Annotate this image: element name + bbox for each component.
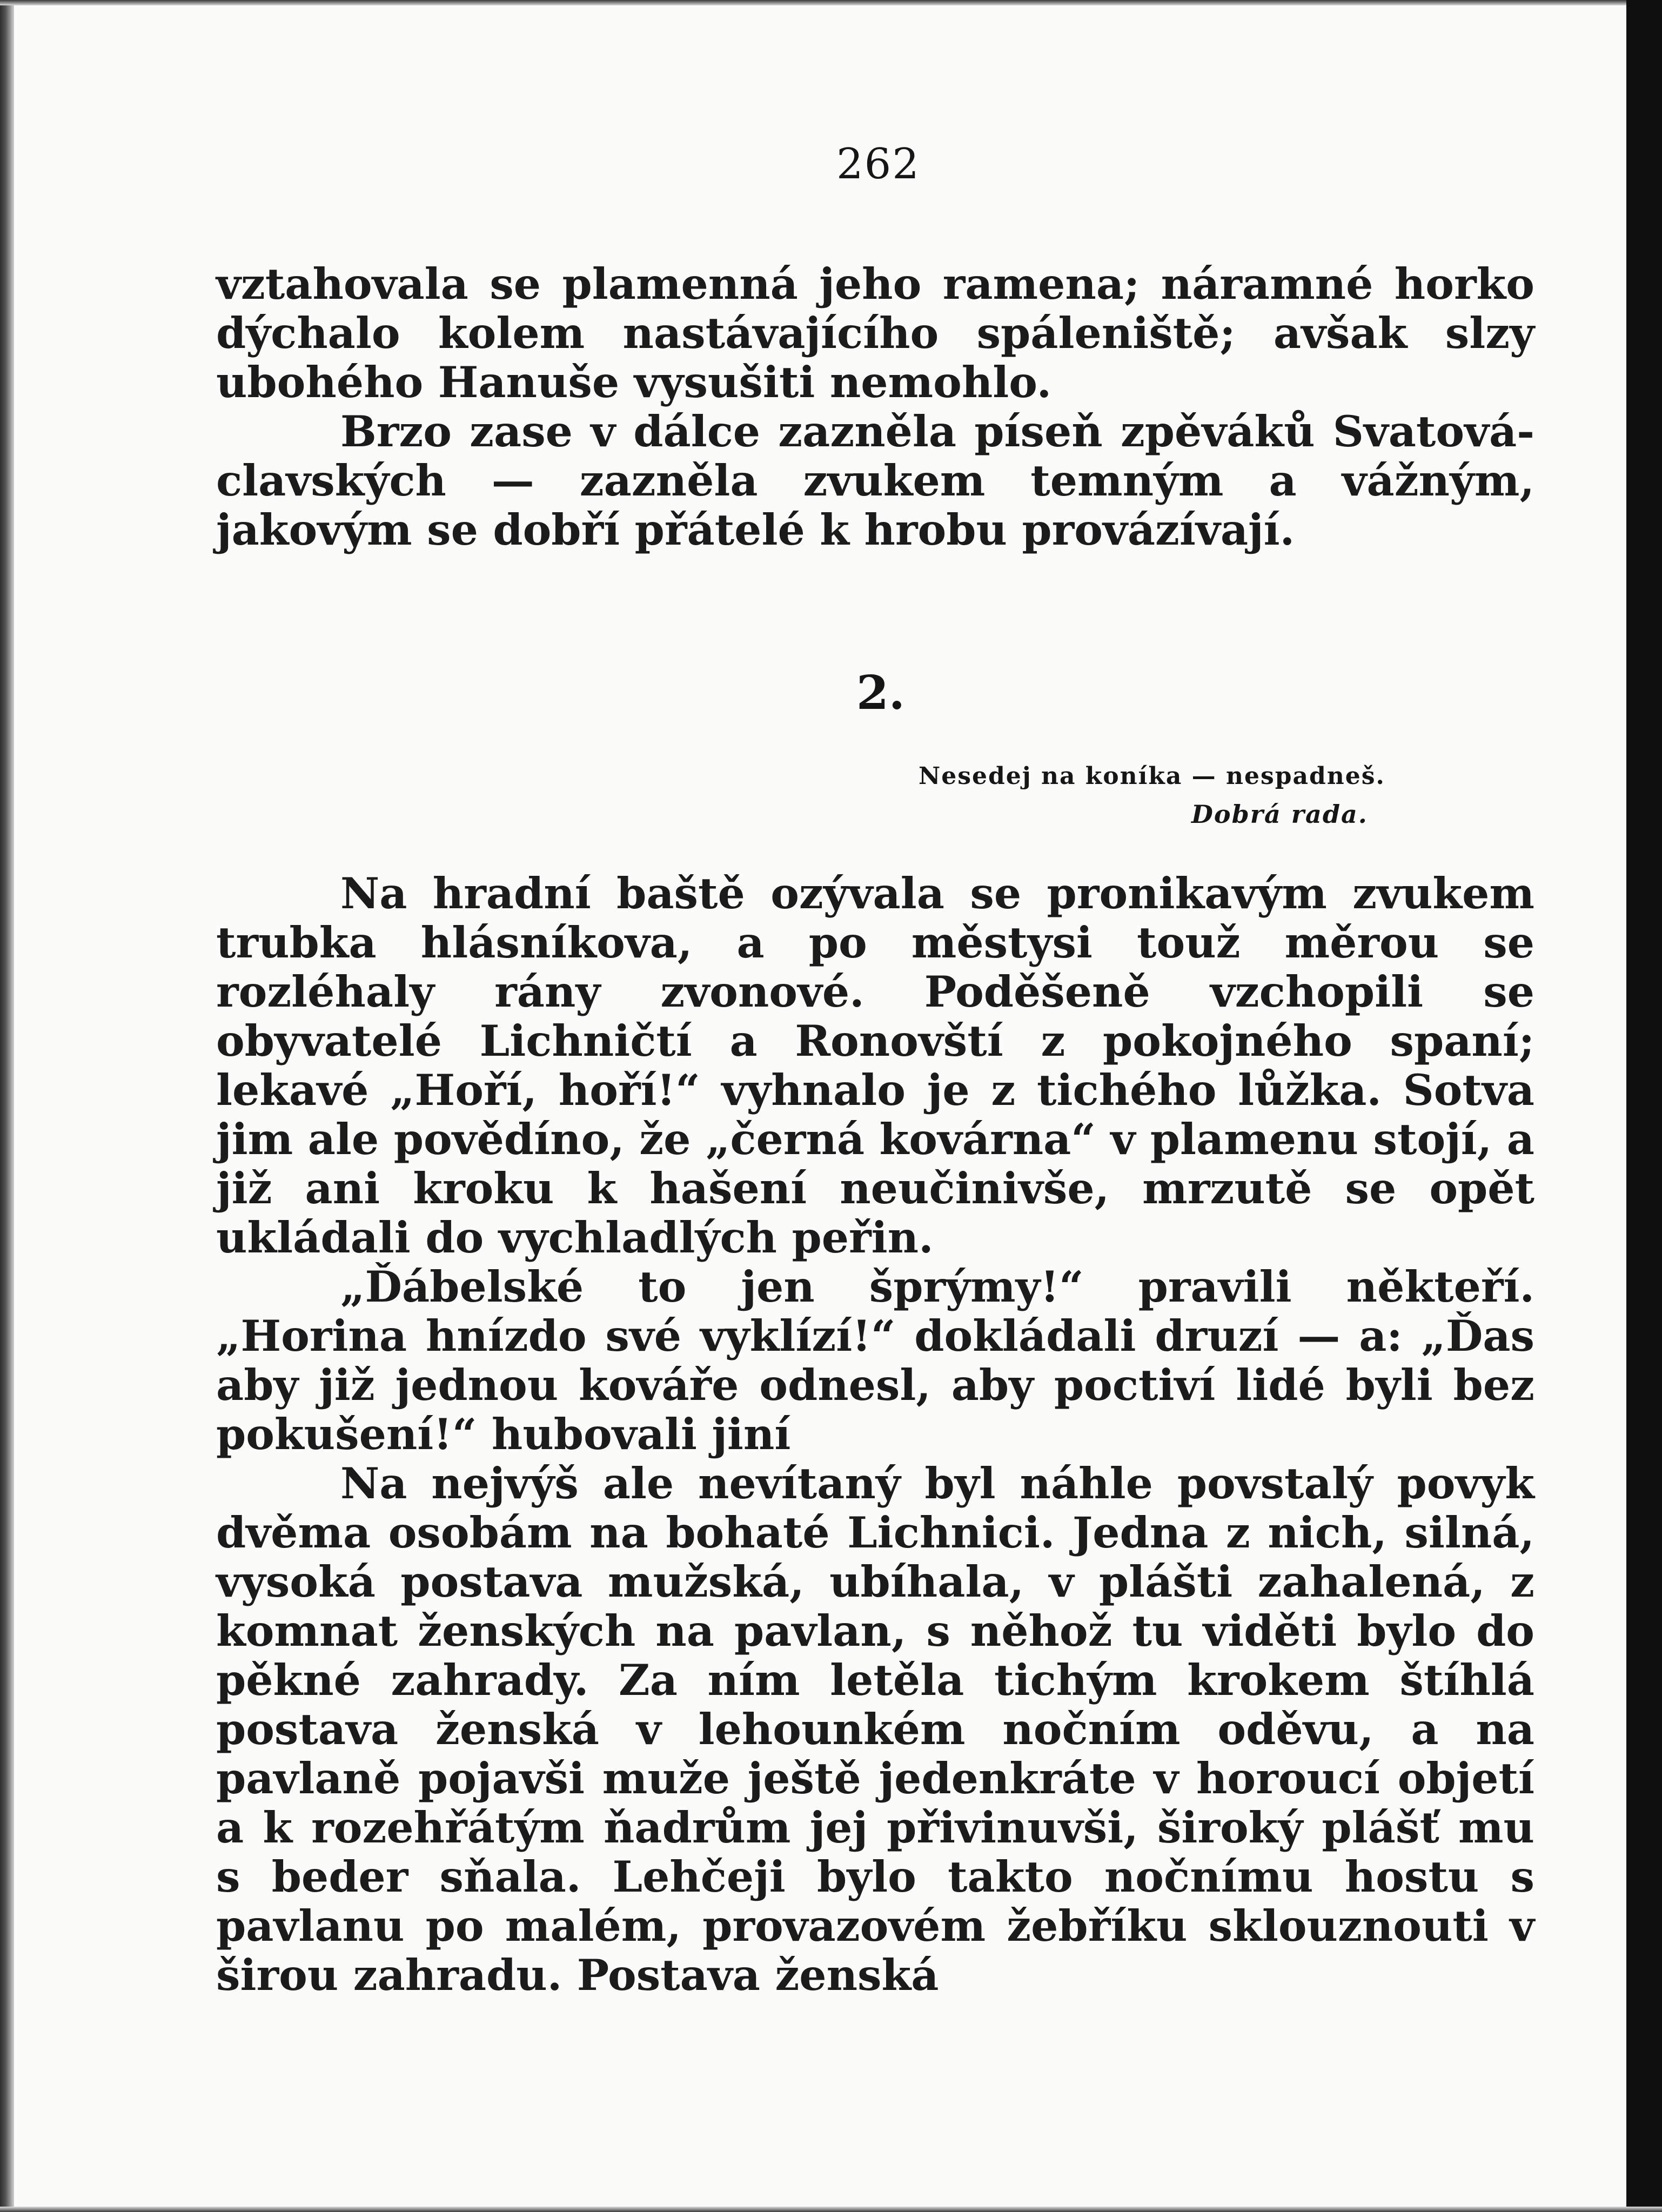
page-bottom-edge-shadow	[0, 2207, 1662, 2212]
section-heading: 2.	[856, 666, 905, 720]
paragraph-na-nejvys: Na nejvýš ale nevítaný byl náhle povstalý povyk dvěma osobám na bohaté Lichnici. Jedna z nich, silná, vysoká postava mužská, ubíhala, v plášti zahalená, z komnat ženských na pavlan, s něhož tu viděti bylo do pěkné zahrady. Za ním letěla tichým krokem štíhlá postava ženská v lehounkém nočním oděvu, a na pavlaně pojavši muže ještě jedenkráte v horoucí objetí a k rozehřátým ňadrům jej přivinuvši, široký plášť mu s beder sňala. Lehčeji bylo takto nočnímu hostu s pavlanu po malém, provazovém žebříku sklouznouti v širou zahradu. Postava ženská	[216, 1458, 1534, 2000]
page-top-edge-shadow	[0, 0, 1662, 5]
paragraph-dabelske: „Ďábelské to jen šprýmy!“ pravili někteří. „Horina hnízdo své vyklízí!“ dokládali druzí — a: „Ďas aby již jednou kováře odnesl, aby poctiví lidé byli bez pokušení!“ hubovali jiní	[216, 1262, 1534, 1459]
epigraph-quote: Nesedej na koníka — nespadneš.	[919, 762, 1385, 790]
paragraph-continuation: vztahovala se plamenná jeho ramena; náramné horko dýchalo kolem nastávajícího spáleniště; avšak slzy ubohého Hanuše vysušiti nemohlo.	[216, 259, 1534, 407]
epigraph-source: Dobrá rada.	[1191, 800, 1368, 829]
top-text-block	[216, 259, 1534, 554]
page-number: 262	[836, 140, 920, 189]
paragraph-brzo-zase: Brzo zase v dálce zazněla píseň zpěváků Svatováclavských — zazněla zvukem temným a vážným, jakovým se dobří přátelé k hrobu provázívají.	[216, 406, 1534, 555]
page-left-edge-shadow	[0, 0, 14, 2212]
paragraph-na-hradni-baste: Na hradní baště ozývala se pronikavým zvukem trubka hlásníkova, a po městysi touž měrou se rozléhaly rány zvonové. Poděšeně vzchopili se obyvatelé Lichničtí a Ronovští z pokojného spaní; lekavé „Hoří, hoří!“ vyhnalo je z tichého lůžka. Sotva jim ale povědíno, že „černá kovárna“ v plamenu stojí, a již ani kroku k hašení neučinivše, mrzutě se opět ukládali do vychladlých peřin.	[216, 868, 1534, 1263]
bottom-text-block	[216, 869, 1534, 2000]
page-right-border	[1626, 0, 1662, 2212]
